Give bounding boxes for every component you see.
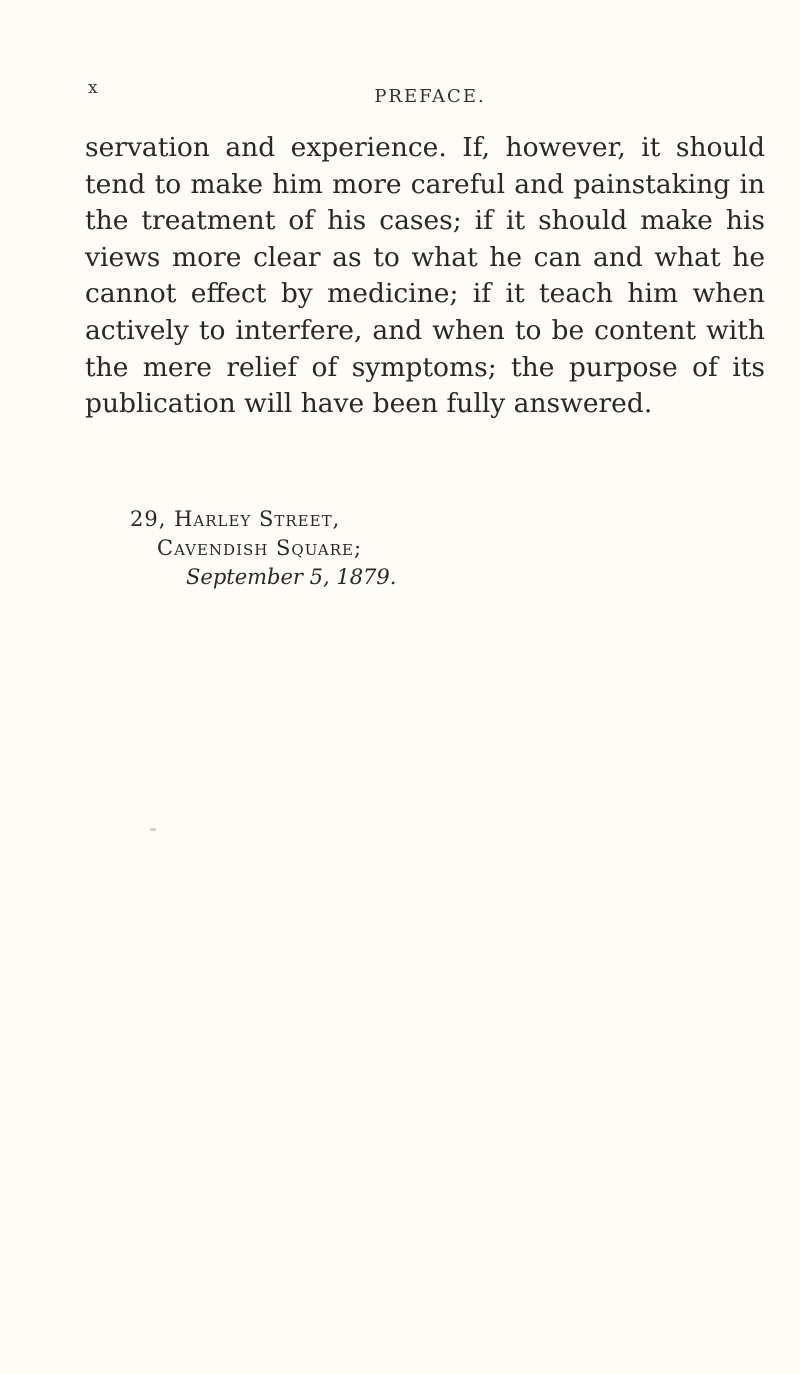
body-line: servation and experience. If, however, it should <box>85 132 765 163</box>
body-line: cannot effect by medicine; if it teach him when <box>85 278 765 310</box>
body-line: publication will have been fully answered. <box>85 388 653 420</box>
body-line: actively to interfere, and when to be content with <box>85 314 765 346</box>
preface-body <box>85 130 775 423</box>
body-line: views more clear as to what he can and what he <box>85 241 765 273</box>
signature-date: September 5, 1879. <box>186 565 397 589</box>
page-number: x <box>88 78 99 98</box>
body-line: the treatment of his cases; if it should make his <box>85 205 765 237</box>
address-street: 29, Harley Street, <box>130 507 341 531</box>
running-head: PREFACE. <box>374 86 486 107</box>
body-line: tend to make him more careful and painstaking in <box>85 168 765 200</box>
address-square: Cavendish Square; <box>157 536 363 560</box>
body-line: the mere relief of symptoms; the purpose of its <box>85 351 765 383</box>
signature-block <box>130 505 396 592</box>
paper-speck <box>150 828 156 831</box>
